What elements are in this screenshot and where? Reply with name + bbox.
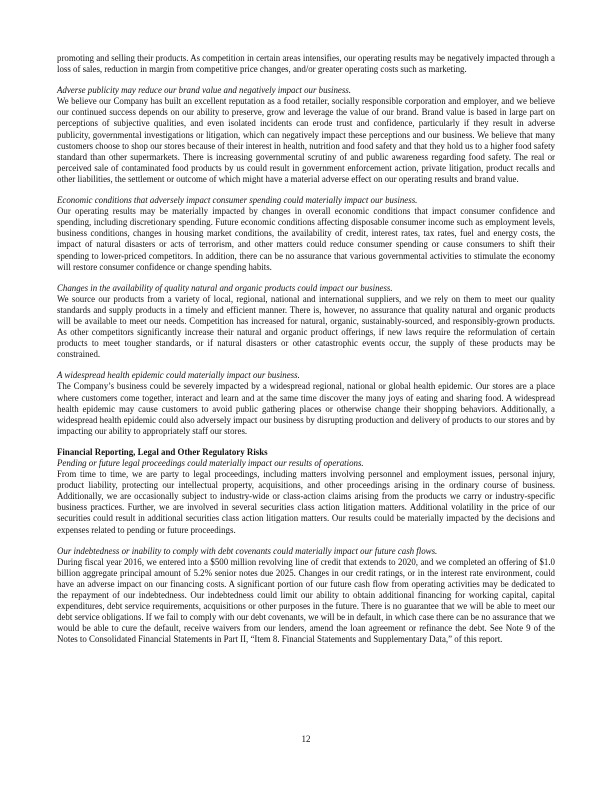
- section-heading: Our indebtedness or inability to comply with debt covenants could materially impact our future cash flows.: [57, 545, 438, 556]
- section-body: The Company’s business could be severely impacted by a widespread regional, national or global health epidemic. Our stores are a place where customers come together, interact and learn and at the same time discover the many joys of eating and sharing food. A widespread health epidemic may cause customers to avoid public gathering places or otherwise change their shopping behaviors. Additionally, a widespread health epidemic could also adversely impact our business by disrupting production and delivery of products to our stores and by impacting our ability to appropriately staff our stores.: [57, 381, 555, 436]
- page-number: 12: [301, 734, 311, 744]
- risk-section-adverse-publicity: [57, 85, 555, 185]
- section-heading: Economic conditions that adversely impact consumer spending could materially impact our business.: [57, 195, 418, 206]
- risk-section-indebtedness: [57, 546, 555, 646]
- section-heading: Changes in the availability of quality natural and organic products could impact our business.: [57, 282, 393, 293]
- section-heading: Adverse publicity may reduce our brand value and negatively impact our business.: [57, 85, 351, 96]
- section-body: We believe our Company has built an excellent reputation as a food retailer, socially responsible corporation and employer, and we believe our continued success depends on our ability to preserve, grow and leverage the value of our brand. Brand value is based in large part on perceptions of subjective qualities, and even isolated incidents can erode trust and confidence, particularly if they result in adverse publicity, governmental investigations or litigation, which can negatively impact these perceptions and our business. We believe that many customers choose to shop our stores because of their interest in health, nutrition and food safety and that they hold us to a higher food safety standard than other supermarkets. There is increasing governmental scrutiny of and public awareness regarding food safety. The real or perceived sale of contaminated food products by us could result in government enforcement action, private litigation, product recalls and other liabilities, the settlement or outcome of which might have a material adverse effect on our operating results and brand value.: [57, 96, 555, 184]
- risk-section-product-availability: [57, 283, 555, 361]
- section-body: During fiscal year 2016, we entered into a $500 million revolving line of credit that extends to 2020, and we completed an offering of $1.0 billion aggregate principal amount of 5.2% senior notes due 2025. Changes in our credit ratings, or in the interest rate environment, could have an adverse impact on our financing costs. A significant portion of our future cash flow from operating activities may be dedicated to the repayment of our indebtedness. Our indebtedness could limit our ability to obtain additional financing for working capital, capital expenditures, debt service requirements, acquisitions or other purposes in the future. There is no guarantee that we will be able to meet our debt service obligations. If we fail to comply with our debt covenants, we will be in default, in which case there can be no assurance that we would be able to cure the default, receive waivers from our lenders, amend the loan agreement or refinance the debt. See Note 9 of the Notes to Consolidated Financial Statements in Part II, “Item 8. Financial Statements and Supplementary Data,” of this report.: [57, 556, 555, 645]
- section-body: Our operating results may be materially impacted by changes in overall economic conditions that impact consumer confidence and spending, including discretionary spending. Future economic conditions affecting disposable consumer income such as employment levels, business conditions, changes in housing market conditions, the availability of credit, interest rates, tax rates, fuel and energy costs, the impact of natural disasters or acts of terrorism, and other matters could reduce consumer spending or cause consumers to shift their spending to lower-priced competitors. In addition, there can be no assurance that various governmental activities to stimulate the economy will restore consumer confidence or change spending habits.: [57, 206, 555, 272]
- section-body: From time to time, we are party to legal proceedings, including matters involving personnel and employment issues, personal injury, product liability, protecting our intellectual property, acquisitions, and other proceedings arising in the ordinary course of business. Additionally, we are occasionally subject to industry-wide or class-action claims arising from the products we carry or industry-specific business practices. Further, we are involved in several securities class action litigation matters. Additional volatility in the price of our securities could result in additional securities class action litigation matters. Our results could be materially impacted by the decisions and expenses related to pending or future proceedings.: [57, 469, 555, 535]
- document-page: [57, 53, 555, 656]
- risk-section-health-epidemic: [57, 370, 555, 437]
- risk-section-legal-proceedings: [57, 458, 555, 536]
- section-body: We source our products from a variety of local, regional, national and international suppliers, and we rely on them to meet our quality standards and supply products in a timely and efficient manner. There is, however, no assurance that quality natural and organic products will be available to meet our needs. Competition has increased for natural, organic, sustainably-sourced, and responsibly-grown products. As other competitors significantly increase their natural and organic product offerings, if new laws require the reformulation of certain products to meet tougher standards, or if natural disasters or other catastrophic events occur, the supply of these products may be constrained.: [57, 293, 555, 360]
- intro-paragraph: promoting and selling their products. As competition in certain areas intensifies, our operating results may be negatively impacted through a loss of sales, reduction in margin from competitive price changes, and/or greater operating costs such as marketing.: [57, 53, 555, 75]
- group-heading: Financial Reporting, Legal and Other Regulatory Risks: [57, 446, 268, 457]
- section-heading: Pending or future legal proceedings could materially impact our results of operations.: [57, 458, 364, 468]
- section-heading: A widespread health epidemic could materially impact our business.: [57, 370, 300, 381]
- risk-section-economic-conditions: [57, 195, 555, 273]
